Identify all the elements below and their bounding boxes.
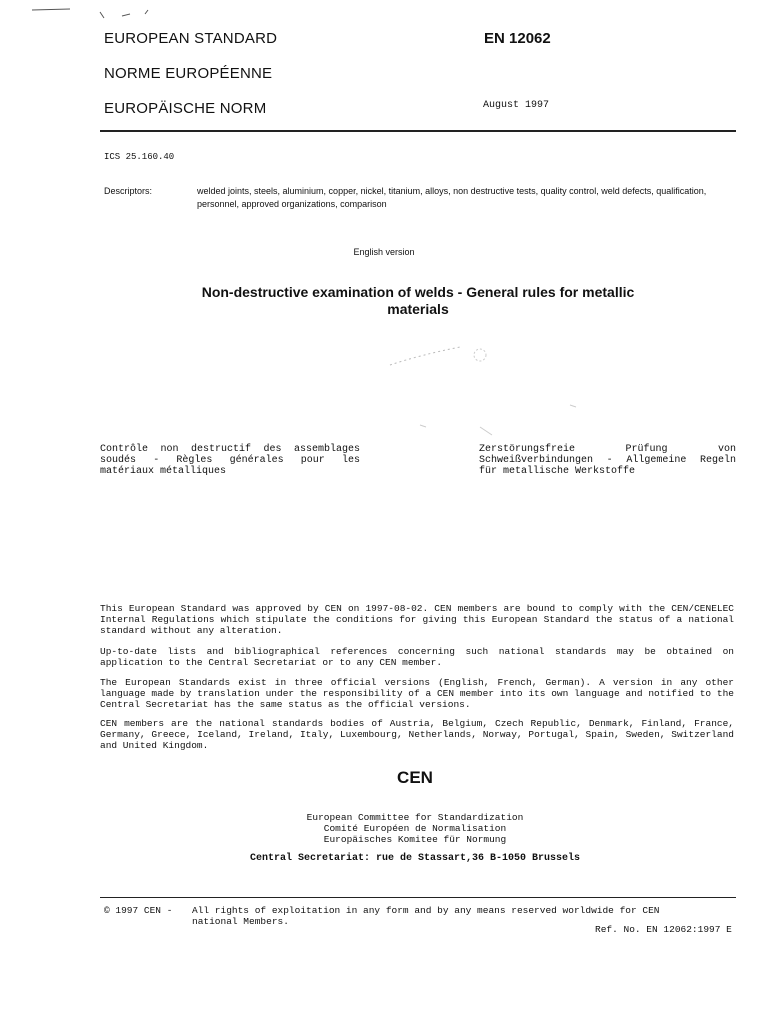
copyright-label: © 1997 CEN - [104, 905, 173, 916]
descriptors-text: welded joints, steels, aluminium, copper, nickel, titanium, alloys, non destructive tests, quality control, weld defects, qualification, personnel, approved organizations, comparison [197, 186, 707, 209]
standard-number: EN 12062 [484, 30, 551, 47]
committee-name-english: European Committee for Standardization [306, 812, 524, 823]
standard-title-german: EUROPÄISCHE NORM [104, 100, 267, 117]
version-label: English version [353, 247, 415, 257]
committee-name-french: Comité Européen de Normalisation [323, 823, 507, 834]
rights-statement: All rights of exploitation in any form and by any means reserved worldwide for CEN national Members. [192, 905, 660, 927]
scan-marks [30, 4, 170, 24]
german-title: Zerstörungsfreie Prüfung von Schweißverbindungen - Allgemeine Regeln für metallische Werkstoffe [479, 444, 736, 477]
standard-title-english: EUROPEAN STANDARD [104, 30, 278, 47]
publication-date: August 1997 [483, 100, 550, 111]
versions-paragraph: The European Standards exist in three official versions (English, French, German). A version in any other language made by translation under the responsibility of a CEN member into its own language and notified to the Central Secretariat has the same status as the official versions. [100, 677, 734, 710]
french-title: Contrôle non destructif des assemblages soudés - Règles générales pour les matériaux métalliques [100, 444, 360, 477]
committee-names [0, 812, 768, 845]
standard-title-french: NORME EUROPÉENNE [104, 65, 273, 82]
document-title: Non-destructive examination of welds - General rules for metallic materials [201, 284, 635, 317]
reference-number: Ref. No. EN 12062:1997 E [595, 924, 732, 935]
references-paragraph: Up-to-date lists and bibliographical references concerning such national standards may be obtained on application to the Central Secretariat or to any CEN member. [100, 646, 734, 668]
descriptors-label: Descriptors: [104, 186, 153, 196]
central-secretariat-address: Central Secretariat: rue de Stassart,36 B-1050 Brussels [249, 853, 581, 864]
cen-acronym: CEN [397, 768, 433, 787]
faint-stamp-mark [380, 335, 600, 445]
header-divider [100, 130, 736, 132]
approval-paragraph: This European Standard was approved by CEN on 1997-08-02. CEN members are bound to comply with the CEN/CENELEC Internal Regulations which stipulate the conditions for giving this European Standard the status of a national standard without any alteration. [100, 603, 734, 636]
footer-divider [100, 897, 736, 898]
members-paragraph: CEN members are the national standards bodies of Austria, Belgium, Czech Republic, Denmark, Finland, France, Germany, Greece, Iceland, Ireland, Italy, Luxembourg, Netherlands, Norway, Portugal, Spain, Sweden, Switzerland and United Kingdom. [100, 718, 734, 751]
committee-name-german: Europäisches Komitee für Normung [323, 834, 507, 845]
ics-code: ICS 25.160.40 [104, 152, 175, 162]
